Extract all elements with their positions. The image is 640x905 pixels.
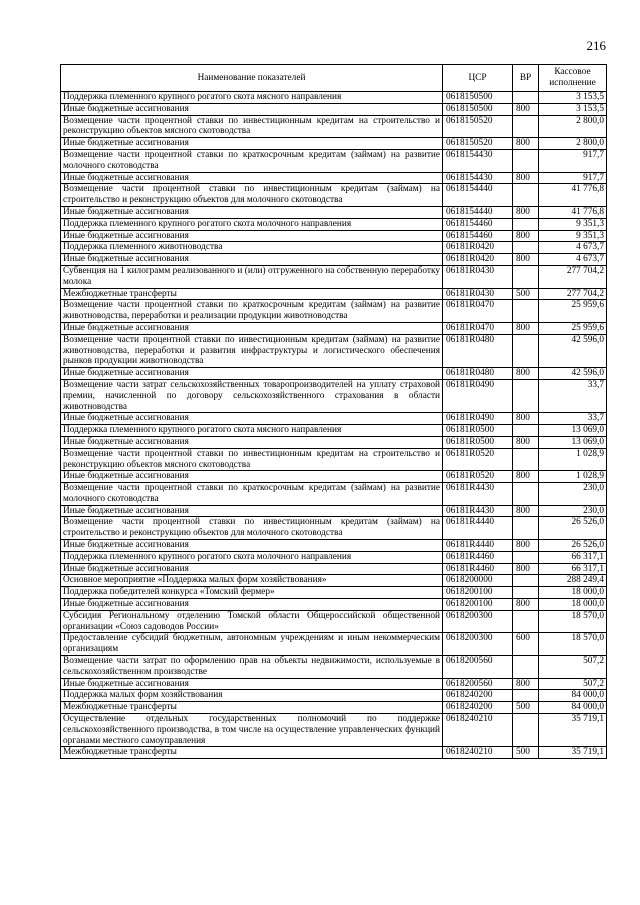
cell-vr: 800 <box>513 563 539 575</box>
cell-csr: 0618200300 <box>443 633 513 656</box>
table-row <box>61 551 607 563</box>
cell-vr <box>513 184 539 207</box>
cell-vr <box>513 656 539 679</box>
cell-amount: 230,0 <box>539 483 607 506</box>
cell-vr <box>513 300 539 323</box>
cell-name: Иные бюджетные ассигнования <box>61 322 443 334</box>
table-row <box>61 436 607 448</box>
cell-name: Осуществление отдельных государственных полномочий по поддержке сельскохозяйственного производства, в том числе на осуществление управленческих функций органами местного самоуправления <box>61 714 443 747</box>
cell-name: Субвенция на 1 килограмм реализованного и (или) отгруженного на собственную переработку молока <box>61 265 443 288</box>
cell-csr: 06181R0470 <box>443 300 513 323</box>
cell-amount: 18 570,0 <box>539 633 607 656</box>
cell-amount: 230,0 <box>539 505 607 517</box>
cell-csr: 06181R4430 <box>443 505 513 517</box>
cell-vr <box>513 448 539 471</box>
cell-csr: 06181R0470 <box>443 322 513 334</box>
cell-vr <box>513 517 539 540</box>
cell-name: Поддержка племенного крупного рогатого скота мясного направления <box>61 92 443 104</box>
header-csr: ЦСР <box>443 65 513 92</box>
table-row <box>61 747 607 759</box>
cell-amount: 917,7 <box>539 149 607 172</box>
cell-csr: 06181R0520 <box>443 471 513 483</box>
cell-amount: 277 704,2 <box>539 288 607 300</box>
cell-csr: 0618200000 <box>443 575 513 587</box>
table-row <box>61 575 607 587</box>
table-row <box>61 563 607 575</box>
cell-vr: 600 <box>513 633 539 656</box>
cell-name: Возмещение части процентной ставки по краткосрочным кредитам (займам) на развитие молочного скотоводства <box>61 149 443 172</box>
table-row <box>61 633 607 656</box>
cell-csr: 0618154440 <box>443 206 513 218</box>
cell-csr: 0618240210 <box>443 714 513 747</box>
table-row <box>61 334 607 367</box>
cell-vr <box>513 587 539 599</box>
cell-vr <box>513 690 539 702</box>
table-row <box>61 540 607 552</box>
cell-csr: 0618154430 <box>443 149 513 172</box>
cell-vr <box>513 334 539 367</box>
cell-vr <box>513 425 539 437</box>
cell-name: Иные бюджетные ассигнования <box>61 678 443 690</box>
cell-csr: 0618200100 <box>443 599 513 611</box>
cell-vr <box>513 610 539 633</box>
cell-amount: 84 000,0 <box>539 702 607 714</box>
table-row <box>61 599 607 611</box>
cell-csr: 06181R0490 <box>443 379 513 412</box>
cell-amount: 66 317,1 <box>539 551 607 563</box>
cell-csr: 06181R0490 <box>443 413 513 425</box>
cell-csr: 06181R0500 <box>443 436 513 448</box>
cell-amount: 288 249,4 <box>539 575 607 587</box>
cell-csr: 0618150520 <box>443 115 513 138</box>
cell-amount: 507,2 <box>539 656 607 679</box>
cell-csr: 0618200100 <box>443 587 513 599</box>
cell-vr: 800 <box>513 138 539 150</box>
cell-name: Иные бюджетные ассигнования <box>61 254 443 266</box>
table-row <box>61 206 607 218</box>
cell-vr: 800 <box>513 103 539 115</box>
cell-csr: 06181R4440 <box>443 517 513 540</box>
cell-csr: 06181R4460 <box>443 551 513 563</box>
cell-amount: 25 959,6 <box>539 322 607 334</box>
cell-name: Основное мероприятие «Поддержка малых форм хозяйствования» <box>61 575 443 587</box>
cell-amount: 42 596,0 <box>539 368 607 380</box>
cell-name: Иные бюджетные ассигнования <box>61 599 443 611</box>
table-row <box>61 678 607 690</box>
cell-name: Поддержка победителей конкурса «Томский фермер» <box>61 587 443 599</box>
cell-vr: 500 <box>513 702 539 714</box>
cell-name: Иные бюджетные ассигнования <box>61 471 443 483</box>
cell-csr: 06181R0430 <box>443 288 513 300</box>
table-row <box>61 288 607 300</box>
cell-vr: 800 <box>513 322 539 334</box>
cell-amount: 84 000,0 <box>539 690 607 702</box>
cell-vr: 800 <box>513 599 539 611</box>
table-row <box>61 218 607 230</box>
cell-vr <box>513 575 539 587</box>
table-row <box>61 115 607 138</box>
cell-amount: 18 000,0 <box>539 599 607 611</box>
cell-amount: 507,2 <box>539 678 607 690</box>
table-row <box>61 702 607 714</box>
cell-amount: 13 069,0 <box>539 436 607 448</box>
cell-csr: 0618200300 <box>443 610 513 633</box>
table-row <box>61 517 607 540</box>
table-row <box>61 505 607 517</box>
cell-vr: 800 <box>513 206 539 218</box>
cell-csr: 0618154460 <box>443 230 513 242</box>
table-row <box>61 184 607 207</box>
cell-vr: 500 <box>513 747 539 759</box>
header-vr: ВР <box>513 65 539 92</box>
cell-csr: 06181R0520 <box>443 448 513 471</box>
table-row <box>61 471 607 483</box>
cell-csr: 06181R0480 <box>443 368 513 380</box>
cell-vr <box>513 551 539 563</box>
cell-amount: 1 028,9 <box>539 471 607 483</box>
header-name: Наименование показателей <box>61 65 443 92</box>
cell-name: Возмещение части процентной ставки по инвестиционным кредитам (займам) на строительство и реконструкцию объектов для молочного скотоводства <box>61 517 443 540</box>
table-row <box>61 587 607 599</box>
cell-vr <box>513 115 539 138</box>
cell-amount: 25 959,6 <box>539 300 607 323</box>
table-row <box>61 149 607 172</box>
table-header-row <box>61 65 607 92</box>
cell-name: Иные бюджетные ассигнования <box>61 436 443 448</box>
cell-amount: 33,7 <box>539 379 607 412</box>
cell-amount: 9 351,3 <box>539 230 607 242</box>
cell-csr: 06181R4430 <box>443 483 513 506</box>
cell-vr <box>513 265 539 288</box>
cell-amount: 917,7 <box>539 172 607 184</box>
table-row <box>61 714 607 747</box>
cell-name: Поддержка племенного крупного рогатого скота молочного направления <box>61 218 443 230</box>
cell-amount: 13 069,0 <box>539 425 607 437</box>
budget-execution-table <box>60 64 607 759</box>
table-row <box>61 322 607 334</box>
table-row <box>61 368 607 380</box>
cell-name: Субсидия Региональному отделению Томской области Общероссийской общественной организации «Союз садоводов России» <box>61 610 443 633</box>
cell-vr: 800 <box>513 413 539 425</box>
table-row <box>61 656 607 679</box>
cell-vr: 800 <box>513 505 539 517</box>
table-row <box>61 610 607 633</box>
cell-vr: 800 <box>513 254 539 266</box>
cell-name: Иные бюджетные ассигнования <box>61 230 443 242</box>
cell-name: Поддержка племенного крупного рогатого скота молочного направления <box>61 551 443 563</box>
cell-vr: 800 <box>513 678 539 690</box>
cell-name: Иные бюджетные ассигнования <box>61 505 443 517</box>
cell-vr: 800 <box>513 172 539 184</box>
cell-name: Возмещение части процентной ставки по инвестиционным кредитам (займам) на строительство и реконструкцию объектов для молочного скотоводства <box>61 184 443 207</box>
cell-amount: 2 800,0 <box>539 138 607 150</box>
cell-csr: 0618154430 <box>443 172 513 184</box>
cell-amount: 1 028,9 <box>539 448 607 471</box>
cell-csr: 06181R0480 <box>443 334 513 367</box>
cell-csr: 0618200560 <box>443 678 513 690</box>
cell-csr: 0618240200 <box>443 690 513 702</box>
cell-csr: 0618150500 <box>443 92 513 104</box>
cell-vr <box>513 218 539 230</box>
cell-amount: 277 704,2 <box>539 265 607 288</box>
cell-name: Поддержка племенного животноводства <box>61 242 443 254</box>
cell-csr: 0618150500 <box>443 103 513 115</box>
cell-name: Межбюджетные трансферты <box>61 702 443 714</box>
table-row <box>61 230 607 242</box>
cell-csr: 0618240210 <box>443 747 513 759</box>
cell-csr: 0618150520 <box>443 138 513 150</box>
cell-amount: 4 673,7 <box>539 254 607 266</box>
cell-name: Возмещение части затрат сельскохозяйственных товаропроизводителей на уплату страховой премии, начисленной по договору сельскохозяйственного страхования в области животноводства <box>61 379 443 412</box>
cell-amount: 26 526,0 <box>539 540 607 552</box>
table-row <box>61 103 607 115</box>
cell-amount: 66 317,1 <box>539 563 607 575</box>
table-row <box>61 254 607 266</box>
cell-csr: 0618200560 <box>443 656 513 679</box>
cell-name: Межбюджетные трансферты <box>61 747 443 759</box>
page-number: 216 <box>586 38 606 53</box>
cell-name: Иные бюджетные ассигнования <box>61 206 443 218</box>
cell-amount: 41 776,8 <box>539 184 607 207</box>
cell-csr: 06181R0500 <box>443 425 513 437</box>
table-row <box>61 379 607 412</box>
cell-amount: 9 351,3 <box>539 218 607 230</box>
cell-name: Иные бюджетные ассигнования <box>61 368 443 380</box>
cell-vr <box>513 483 539 506</box>
cell-name: Иные бюджетные ассигнования <box>61 413 443 425</box>
table-row <box>61 690 607 702</box>
cell-csr: 06181R4460 <box>443 563 513 575</box>
cell-amount: 35 719,1 <box>539 747 607 759</box>
cell-csr: 06181R0420 <box>443 254 513 266</box>
header-amount: Кассовое исполнение <box>539 65 607 92</box>
cell-amount: 41 776,8 <box>539 206 607 218</box>
cell-name: Возмещение части процентной ставки по инвестиционным кредитам на строительство и реконструкцию объектов мясного скотоводства <box>61 448 443 471</box>
table-row <box>61 172 607 184</box>
table-row <box>61 425 607 437</box>
cell-csr: 0618154440 <box>443 184 513 207</box>
cell-amount: 4 673,7 <box>539 242 607 254</box>
cell-csr: 06181R0420 <box>443 242 513 254</box>
cell-csr: 0618240200 <box>443 702 513 714</box>
cell-amount: 3 153,5 <box>539 103 607 115</box>
table-row <box>61 448 607 471</box>
table-row <box>61 265 607 288</box>
cell-name: Возмещение части затрат по оформлению прав на объекты недвижимости, используемые в сельскохозяйственном производстве <box>61 656 443 679</box>
cell-amount: 35 719,1 <box>539 714 607 747</box>
cell-csr: 06181R0430 <box>443 265 513 288</box>
cell-vr: 800 <box>513 540 539 552</box>
cell-name: Возмещение части процентной ставки по краткосрочным кредитам (займам) на развитие животноводства, переработки и реализации продукции животноводства <box>61 300 443 323</box>
cell-name: Иные бюджетные ассигнования <box>61 103 443 115</box>
cell-csr: 0618154460 <box>443 218 513 230</box>
cell-name: Предоставление субсидий бюджетным, автономным учреждениям и иным некоммерческим организациям <box>61 633 443 656</box>
cell-vr: 800 <box>513 471 539 483</box>
cell-amount: 3 153,5 <box>539 92 607 104</box>
cell-name: Иные бюджетные ассигнования <box>61 172 443 184</box>
cell-amount: 26 526,0 <box>539 517 607 540</box>
table-body <box>61 92 607 759</box>
cell-vr: 500 <box>513 288 539 300</box>
table-row <box>61 138 607 150</box>
cell-name: Возмещение части процентной ставки по инвестиционным кредитам на строительство и реконструкцию объектов мясного скотоводства <box>61 115 443 138</box>
cell-amount: 18 570,0 <box>539 610 607 633</box>
cell-vr <box>513 714 539 747</box>
cell-name: Возмещение части процентной ставки по краткосрочным кредитам (займам) на развитие молочного скотоводства <box>61 483 443 506</box>
table-row <box>61 413 607 425</box>
table-row <box>61 300 607 323</box>
table-row <box>61 483 607 506</box>
cell-name: Иные бюджетные ассигнования <box>61 540 443 552</box>
cell-name: Поддержка племенного крупного рогатого скота мясного направления <box>61 425 443 437</box>
cell-name: Возмещение части процентной ставки по инвестиционным кредитам (займам) на развитие животноводства, переработки и развития инфраструктуры и логистического обеспечения рынков продукции животноводства <box>61 334 443 367</box>
cell-name: Иные бюджетные ассигнования <box>61 563 443 575</box>
cell-vr <box>513 92 539 104</box>
cell-name: Иные бюджетные ассигнования <box>61 138 443 150</box>
cell-vr: 800 <box>513 368 539 380</box>
cell-amount: 42 596,0 <box>539 334 607 367</box>
cell-amount: 2 800,0 <box>539 115 607 138</box>
cell-vr: 800 <box>513 436 539 448</box>
cell-vr <box>513 379 539 412</box>
cell-amount: 18 000,0 <box>539 587 607 599</box>
cell-csr: 06181R4440 <box>443 540 513 552</box>
table-row <box>61 92 607 104</box>
cell-vr <box>513 149 539 172</box>
cell-amount: 33,7 <box>539 413 607 425</box>
cell-vr <box>513 242 539 254</box>
cell-vr: 800 <box>513 230 539 242</box>
cell-name: Межбюджетные трансферты <box>61 288 443 300</box>
cell-name: Поддержка малых форм хозяйствования <box>61 690 443 702</box>
table-row <box>61 242 607 254</box>
